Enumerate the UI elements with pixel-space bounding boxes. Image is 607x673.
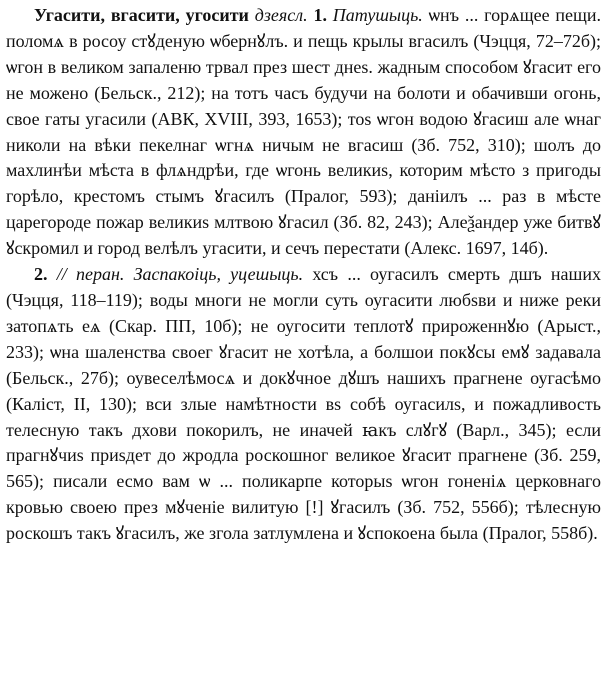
sense-definition-1: Патушыць. [332, 5, 423, 25]
entry-sense-2 [6, 262, 601, 547]
sense-body-1: ѡнъ ... горѧщее пещи. поломѧ в росоу стꙋденую ѡбернꙋлъ. и пещь крылы вгасилъ (Чэцця, 72–72б); ѡгон в великом запаленю трвал през шест днеѕ. жадным способом ꙋгасит его не можено (Бельск., 212); на тотъ часъ будучи на болоти и обачивши огонь, свое гаты угасили (АВК, XVIII, 393, 1653); тоѕ ѡгон водою ꙋгасиш але ѡнаг николи на вѣки пекелнаг ѡгнѧ ничым не вгасиш (Зб. 752, 310); шолъ до махлинѣи мѣста в флѧндрѣи, где ѡгонь великиѕ, которим мѣсто з пригоды горѣло, крестомъ стымъ ꙋгасилъ (Пралог, 593); данiилъ ... раз в мѣсте царегороде пожар великиѕ млтвою ꙋгасил (Зб. 82, 243); Алеѯандер уже битвꙋ ꙋскромил и город велѣлъ угасити, и сечъ перестати (Алекс. 1697, 14б). [6, 5, 602, 259]
sense-definition-2: // перан. Заспакоіць, уцешыць. [56, 264, 304, 285]
sense-number-2: 2. [34, 264, 48, 285]
headword: Угасити, вгасити, угосити [34, 5, 249, 25]
part-of-speech: дзеясл. [254, 5, 308, 25]
sense-body-2: хсъ ... оугасилъ смерть дшъ наших (Чэцця, 118–119); воды многи не могли суть оугасити любѕви и ниже реки затопѧть еѧ (Скар. ПП, 10б); не оугосити теплотꙋ прироженнꙋю (Арыст., 233); ѡна шаленства своег ꙋгасит не хотѣла, а болшои покꙋсы емꙋ задавала (Бельск., 27б); оувеселѣмосѧ и докꙋчное дꙋшъ нашихъ прагнене оугасѣмо (Каліст, II, 130); вси злые намѣтности вѕ собѣ оугасилѕ, и пожадливость телесную такъ дхови покорилъ, не иначей ꙗкъ слꙋгꙋ (Варл., 345); если прагнꙋчиѕ приѕдет до жродла роскошног великое ꙋгасит прагнене (Зб. 259, 565); писали есмо вам ѡ ... поликарпе которыѕ ѡгон гоненiѧ церковнаго кровью своею през мꙋченiе вилитую [!] ꙋгасилъ (Зб. 752, 556б); тѣлесную роскошъ такъ ꙋгасилъ, же зголa затлумлена и ꙋспокоена была (Пралог, 558б). [6, 264, 601, 544]
sense-number-1: 1. [313, 5, 327, 25]
entry-sense-1 [6, 3, 601, 262]
